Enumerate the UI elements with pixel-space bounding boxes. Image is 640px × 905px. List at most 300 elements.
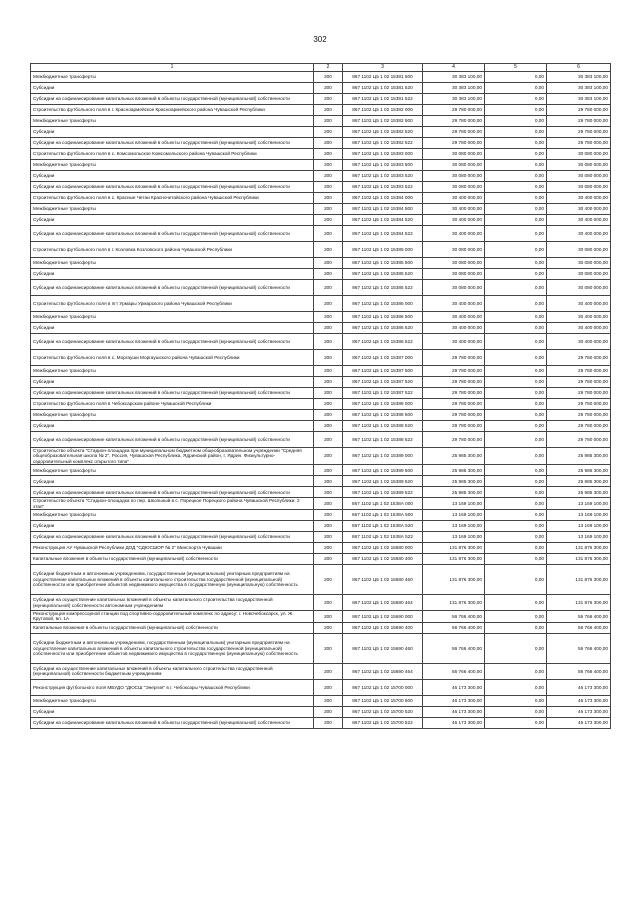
table-row	[31, 706, 611, 717]
row-change-cell: 0,00	[485, 695, 547, 706]
row-change-cell: 0,00	[485, 215, 547, 226]
row-total-cell: 29 780 000,00	[547, 377, 611, 388]
row-change-cell: 0,00	[485, 663, 547, 679]
row-amount-cell: 13 169 100,00	[423, 498, 485, 510]
row-name-cell: Межбюджетные трансферты	[31, 204, 314, 215]
row-total-cell: 25 985 300,00	[547, 465, 611, 476]
row-change-cell: 0,00	[485, 350, 547, 366]
row-code-cell: 867 1102 Ц5 1 02 15690 464	[343, 663, 423, 679]
row-amount-cell: 25 985 300,00	[423, 476, 485, 487]
row-group-cell: 200	[314, 476, 343, 487]
row-code-cell: 867 1102 Ц5 1 02 15386 500	[343, 312, 423, 323]
row-code-cell: 867 1102 Ц5 1 02 15388 000	[343, 399, 423, 410]
row-group-cell: 200	[314, 94, 343, 105]
row-change-cell: 0,00	[485, 204, 547, 215]
row-code-cell: 867 1102 Ц5 1 02 15383 522	[343, 182, 423, 193]
table-row	[31, 312, 611, 323]
row-group-cell: 200	[314, 465, 343, 476]
row-name-cell: Межбюджетные трансферты	[31, 160, 314, 171]
table-row	[31, 366, 611, 377]
row-amount-cell: 131 876 300,00	[423, 554, 485, 565]
row-change-cell: 0,00	[485, 334, 547, 350]
row-code-cell: 867 1102 Ц5 1 02 15700 000	[343, 679, 423, 695]
row-name-cell: Межбюджетные трансферты	[31, 72, 314, 83]
row-total-cell: 29 780 000,00	[547, 421, 611, 432]
row-total-cell: 30 383 100,00	[547, 83, 611, 94]
row-change-cell: 0,00	[485, 193, 547, 204]
row-group-cell: 200	[314, 421, 343, 432]
row-total-cell: 25 985 300,00	[547, 476, 611, 487]
row-code-cell: 867 1102 Ц5 1 02 1538А 000	[343, 498, 423, 510]
row-amount-cell: 13 169 100,00	[423, 532, 485, 543]
row-name-cell: Субсидии	[31, 323, 314, 334]
row-amount-cell: 30 400 000,00	[423, 296, 485, 312]
row-group-cell: 200	[314, 127, 343, 138]
row-code-cell: 867 1102 Ц5 1 02 15382 500	[343, 116, 423, 127]
row-change-cell: 0,00	[485, 595, 547, 611]
row-total-cell: 46 173 300,00	[547, 679, 611, 695]
row-total-cell: 13 169 100,00	[547, 510, 611, 521]
row-code-cell: 867 1102 Ц5 1 02 15690 400	[343, 622, 423, 633]
row-name-cell: Строительство футбольного поля в с. Моргауши Моргаушского района Чувашской Республики	[31, 350, 314, 366]
table-row	[31, 532, 611, 543]
row-group-cell: 200	[314, 160, 343, 171]
row-group-cell: 200	[314, 280, 343, 296]
row-name-cell: Субсидии на софинансирование капитальных вложений в объекты государственной (муниципальной) собственности	[31, 280, 314, 296]
row-amount-cell: 46 173 300,00	[423, 679, 485, 695]
row-total-cell: 30 080 000,00	[547, 280, 611, 296]
row-group-cell: 200	[314, 611, 343, 623]
row-name-cell: Субсидии на софинансирование капитальных вложений в объекты государственной (муниципальной) собственности	[31, 388, 314, 399]
row-code-cell: 867 1102 Ц5 1 02 15389 500	[343, 465, 423, 476]
row-code-cell: 867 1102 Ц5 1 02 1538А 500	[343, 510, 423, 521]
row-code-cell: 867 1102 Ц5 1 02 15381 522	[343, 94, 423, 105]
row-total-cell: 30 080 000,00	[547, 258, 611, 269]
row-name-cell: Субсидии	[31, 377, 314, 388]
row-name-cell: Капитальные вложения в объекты государственной (муниципальной) собственности	[31, 554, 314, 565]
row-total-cell: 13 169 100,00	[547, 498, 611, 510]
table-row	[31, 171, 611, 182]
row-code-cell: 867 1102 Ц5 1 02 15383 000	[343, 149, 423, 160]
row-amount-cell: 29 780 000,00	[423, 116, 485, 127]
row-amount-cell: 131 876 300,00	[423, 565, 485, 595]
row-code-cell: 867 1102 Ц5 1 02 15387 000	[343, 350, 423, 366]
table-row	[31, 193, 611, 204]
table-row	[31, 565, 611, 595]
row-change-cell: 0,00	[485, 633, 547, 663]
table-row	[31, 127, 611, 138]
row-amount-cell: 13 169 100,00	[423, 521, 485, 532]
row-name-cell: Субсидии на софинансирование капитальных вложений в объекты государственной (муниципальной) собственности	[31, 182, 314, 193]
row-amount-cell: 30 080 000,00	[423, 242, 485, 258]
row-total-cell: 30 080 000,00	[547, 242, 611, 258]
row-group-cell: 200	[314, 432, 343, 448]
row-code-cell: 867 1102 Ц5 1 02 15384 520	[343, 215, 423, 226]
table-row	[31, 226, 611, 242]
row-group-cell: 200	[314, 663, 343, 679]
table-row	[31, 350, 611, 366]
table-row	[31, 138, 611, 149]
row-amount-cell: 29 780 000,00	[423, 138, 485, 149]
header-cell: 6	[547, 64, 611, 72]
row-name-cell: Субсидии	[31, 83, 314, 94]
row-code-cell: 867 1102 Ц5 1 02 15385 500	[343, 258, 423, 269]
row-name-cell: Строительство футбольного поля в Чебоксарском районе Чувашской Республики	[31, 399, 314, 410]
table-row	[31, 94, 611, 105]
row-total-cell: 30 080 000,00	[547, 160, 611, 171]
row-name-cell: Субсидии	[31, 706, 314, 717]
row-group-cell: 200	[314, 595, 343, 611]
row-group-cell: 200	[314, 269, 343, 280]
table-row	[31, 663, 611, 679]
row-name-cell: Субсидии на осуществление капитальных вложений в объекты капитального строительства государственной (муниципальной) собственности автономным учреждениям	[31, 595, 314, 611]
table-row	[31, 695, 611, 706]
row-change-cell: 0,00	[485, 565, 547, 595]
row-name-cell: Субсидии на софинансирование капитальных вложений в объекты государственной (муниципальной) собственности	[31, 138, 314, 149]
table-row	[31, 388, 611, 399]
row-amount-cell: 46 173 300,00	[423, 695, 485, 706]
row-change-cell: 0,00	[485, 138, 547, 149]
row-group-cell: 200	[314, 323, 343, 334]
row-amount-cell: 29 780 000,00	[423, 366, 485, 377]
table-row	[31, 258, 611, 269]
row-amount-cell: 30 400 000,00	[423, 312, 485, 323]
row-amount-cell: 25 985 300,00	[423, 448, 485, 465]
row-name-cell: Субсидии	[31, 421, 314, 432]
row-code-cell: 867 1102 Ц5 1 02 15389 000	[343, 448, 423, 465]
row-name-cell: Строительство футбольного поля в пгт Урмары Урмарского района Чувашской Республики	[31, 296, 314, 312]
row-amount-cell: 30 400 000,00	[423, 193, 485, 204]
row-name-cell: Субсидии бюджетным и автономным учреждениям, государственным (муниципальным) унитарным предприятиям на осуществление капитальных вложений в объекты капитального строительства государственной (муниципальной) собственности или приобретение объектов недвижимого имущества в государственную (муниципальную) собственность	[31, 633, 314, 663]
row-total-cell: 29 780 000,00	[547, 432, 611, 448]
header-cell: 2	[314, 64, 343, 72]
row-change-cell: 0,00	[485, 543, 547, 554]
row-total-cell: 30 080 000,00	[547, 171, 611, 182]
row-total-cell: 29 780 000,00	[547, 410, 611, 421]
row-amount-cell: 25 985 300,00	[423, 487, 485, 498]
row-code-cell: 867 1102 Ц5 1 02 15383 500	[343, 160, 423, 171]
row-code-cell: 867 1102 Ц5 1 02 15680 400	[343, 554, 423, 565]
table-row	[31, 160, 611, 171]
table-row	[31, 487, 611, 498]
row-amount-cell: 56 766 400,00	[423, 633, 485, 663]
row-code-cell: 867 1102 Ц5 1 02 15385 522	[343, 280, 423, 296]
row-amount-cell: 30 080 000,00	[423, 160, 485, 171]
row-group-cell: 200	[314, 510, 343, 521]
row-code-cell: 867 1102 Ц5 1 02 15386 522	[343, 334, 423, 350]
row-code-cell: 867 1102 Ц5 1 02 15388 500	[343, 410, 423, 421]
row-change-cell: 0,00	[485, 160, 547, 171]
row-total-cell: 46 173 300,00	[547, 717, 611, 728]
row-name-cell: Субсидии	[31, 171, 314, 182]
table-row	[31, 105, 611, 116]
row-code-cell: 867 1102 Ц5 1 02 15389 520	[343, 476, 423, 487]
table-row	[31, 717, 611, 728]
row-name-cell: Капитальные вложения в объекты государственной (муниципальной) собственности	[31, 622, 314, 633]
row-amount-cell: 30 080 000,00	[423, 269, 485, 280]
table-row	[31, 323, 611, 334]
row-name-cell: Субсидии на осуществление капитальных вложений в объекты капитального строительства государственной (муниципальной) собственности бюджетным учреждениям	[31, 663, 314, 679]
row-name-cell: Субсидии бюджетным и автономным учреждениям, государственным (муниципальным) унитарным предприятиям на осуществление капитальных вложений в объекты капитального строительства государственной (муниципальной) собственности или приобретение объектов недвижимого имущества в государственную (муниципальную) собственность	[31, 565, 314, 595]
row-change-cell: 0,00	[485, 532, 547, 543]
row-amount-cell: 30 400 000,00	[423, 334, 485, 350]
row-group-cell: 200	[314, 258, 343, 269]
row-group-cell: 200	[314, 521, 343, 532]
row-group-cell: 200	[314, 487, 343, 498]
row-total-cell: 29 780 000,00	[547, 127, 611, 138]
row-total-cell: 30 080 000,00	[547, 269, 611, 280]
row-amount-cell: 56 766 400,00	[423, 663, 485, 679]
row-code-cell: 867 1102 Ц5 1 02 15381 500	[343, 72, 423, 83]
row-group-cell: 200	[314, 182, 343, 193]
row-total-cell: 25 985 300,00	[547, 487, 611, 498]
row-group-cell: 200	[314, 706, 343, 717]
row-amount-cell: 29 780 000,00	[423, 399, 485, 410]
row-total-cell: 30 400 000,00	[547, 323, 611, 334]
row-change-cell: 0,00	[485, 83, 547, 94]
row-change-cell: 0,00	[485, 296, 547, 312]
row-amount-cell: 30 400 000,00	[423, 204, 485, 215]
row-total-cell: 131 876 300,00	[547, 543, 611, 554]
table-row	[31, 633, 611, 663]
row-name-cell: Субсидии на софинансирование капитальных вложений в объекты государственной (муниципальной) собственности	[31, 94, 314, 105]
row-name-cell: Субсидии на софинансирование капитальных вложений в объекты государственной (муниципальной) собственности	[31, 226, 314, 242]
row-amount-cell: 29 780 000,00	[423, 410, 485, 421]
row-amount-cell: 131 876 300,00	[423, 543, 485, 554]
row-name-cell: Межбюджетные трансферты	[31, 312, 314, 323]
row-code-cell: 867 1102 Ц5 1 02 15386 520	[343, 323, 423, 334]
table-row	[31, 377, 611, 388]
row-group-cell: 200	[314, 312, 343, 323]
header-cell: 5	[485, 64, 547, 72]
row-name-cell: Субсидии на софинансирование капитальных вложений в объекты государственной (муниципальной) собственности	[31, 532, 314, 543]
row-change-cell: 0,00	[485, 410, 547, 421]
row-amount-cell: 56 766 400,00	[423, 622, 485, 633]
row-group-cell: 200	[314, 105, 343, 116]
row-code-cell: 867 1102 Ц5 1 02 15383 520	[343, 171, 423, 182]
table-row	[31, 510, 611, 521]
table-row	[31, 432, 611, 448]
row-change-cell: 0,00	[485, 171, 547, 182]
row-total-cell: 13 169 100,00	[547, 521, 611, 532]
row-amount-cell: 25 985 300,00	[423, 465, 485, 476]
row-group-cell: 200	[314, 204, 343, 215]
row-name-cell: Строительство футбольного поля в с. Комсомольское Комсомольского района Чувашской Республики	[31, 149, 314, 160]
row-change-cell: 0,00	[485, 149, 547, 160]
row-code-cell: 867 1102 Ц5 1 02 15384 500	[343, 204, 423, 215]
row-code-cell: 867 1102 Ц5 1 02 1538А 522	[343, 532, 423, 543]
row-group-cell: 200	[314, 565, 343, 595]
row-amount-cell: 131 876 300,00	[423, 595, 485, 611]
table-row	[31, 269, 611, 280]
row-group-cell: 200	[314, 543, 343, 554]
row-name-cell: Межбюджетные трансферты	[31, 510, 314, 521]
row-group-cell: 200	[314, 72, 343, 83]
row-code-cell: 867 1102 Ц5 1 02 15382 522	[343, 138, 423, 149]
page-number: 302	[313, 35, 327, 44]
row-name-cell: Субсидии	[31, 215, 314, 226]
row-code-cell: 867 1102 Ц5 1 02 15385 520	[343, 269, 423, 280]
row-code-cell: 867 1102 Ц5 1 02 15387 520	[343, 377, 423, 388]
table-row	[31, 242, 611, 258]
table-row	[31, 465, 611, 476]
row-code-cell: 867 1102 Ц5 1 02 15700 520	[343, 706, 423, 717]
row-total-cell: 30 080 000,00	[547, 182, 611, 193]
row-amount-cell: 29 780 000,00	[423, 388, 485, 399]
row-amount-cell: 30 383 100,00	[423, 94, 485, 105]
row-code-cell: 867 1102 Ц5 1 02 15680 460	[343, 565, 423, 595]
row-code-cell: 867 1102 Ц5 1 02 15690 460	[343, 633, 423, 663]
row-amount-cell: 46 173 300,00	[423, 706, 485, 717]
table-row	[31, 521, 611, 532]
table-row	[31, 399, 611, 410]
table-row	[31, 410, 611, 421]
row-total-cell: 30 400 000,00	[547, 204, 611, 215]
row-change-cell: 0,00	[485, 521, 547, 532]
row-change-cell: 0,00	[485, 476, 547, 487]
row-name-cell: Субсидии	[31, 269, 314, 280]
row-group-cell: 200	[314, 695, 343, 706]
row-group-cell: 200	[314, 717, 343, 728]
row-code-cell: 867 1102 Ц5 1 02 15700 522	[343, 717, 423, 728]
row-group-cell: 200	[314, 366, 343, 377]
row-name-cell: Субсидии	[31, 476, 314, 487]
row-change-cell: 0,00	[485, 448, 547, 465]
row-group-cell: 200	[314, 350, 343, 366]
row-change-cell: 0,00	[485, 366, 547, 377]
row-code-cell: 867 1102 Ц5 1 02 15388 522	[343, 432, 423, 448]
row-change-cell: 0,00	[485, 242, 547, 258]
row-code-cell: 867 1102 Ц5 1 02 15382 000	[343, 105, 423, 116]
row-group-cell: 200	[314, 679, 343, 695]
row-total-cell: 30 400 000,00	[547, 215, 611, 226]
table-row	[31, 334, 611, 350]
row-name-cell: Субсидии на софинансирование капитальных вложений в объекты государственной (муниципальной) собственности	[31, 717, 314, 728]
row-change-cell: 0,00	[485, 116, 547, 127]
table-row	[31, 83, 611, 94]
row-total-cell: 131 876 300,00	[547, 595, 611, 611]
row-change-cell: 0,00	[485, 498, 547, 510]
row-total-cell: 29 780 000,00	[547, 366, 611, 377]
row-amount-cell: 30 383 100,00	[423, 83, 485, 94]
row-name-cell: Субсидии на софинансирование капитальных вложений в объекты государственной (муниципальной) собственности	[31, 432, 314, 448]
table-row	[31, 215, 611, 226]
row-code-cell: 867 1102 Ц5 1 02 15384 522	[343, 226, 423, 242]
row-group-cell: 200	[314, 83, 343, 94]
row-group-cell: 200	[314, 377, 343, 388]
row-total-cell: 56 766 400,00	[547, 611, 611, 623]
row-code-cell: 867 1102 Ц5 1 02 1538А 520	[343, 521, 423, 532]
row-group-cell: 200	[314, 622, 343, 633]
row-total-cell: 30 383 100,00	[547, 72, 611, 83]
table-row	[31, 498, 611, 510]
row-group-cell: 200	[314, 334, 343, 350]
budget-table	[30, 63, 611, 729]
row-code-cell: 867 1102 Ц5 1 02 15381 520	[343, 83, 423, 94]
row-name-cell: Межбюджетные трансферты	[31, 410, 314, 421]
row-change-cell: 0,00	[485, 72, 547, 83]
header-cell: 1	[31, 64, 314, 72]
row-change-cell: 0,00	[485, 679, 547, 695]
table-row	[31, 554, 611, 565]
row-total-cell: 29 780 000,00	[547, 105, 611, 116]
row-amount-cell: 13 169 100,00	[423, 510, 485, 521]
row-code-cell: 867 1102 Ц5 1 02 15680 464	[343, 595, 423, 611]
row-amount-cell: 30 080 000,00	[423, 280, 485, 296]
row-total-cell: 46 173 300,00	[547, 695, 611, 706]
row-total-cell: 30 080 000,00	[547, 149, 611, 160]
table-row	[31, 476, 611, 487]
row-change-cell: 0,00	[485, 323, 547, 334]
row-total-cell: 56 766 400,00	[547, 663, 611, 679]
row-group-cell: 200	[314, 498, 343, 510]
row-name-cell: Межбюджетные трансферты	[31, 695, 314, 706]
row-total-cell: 30 400 000,00	[547, 312, 611, 323]
row-amount-cell: 29 780 000,00	[423, 421, 485, 432]
row-name-cell: Межбюджетные трансферты	[31, 366, 314, 377]
row-name-cell: Строительство объекта "Стадион-площадка по пер. Школьный в с. Порецкое Порецкого района Чувашской Республики. 2 этап"	[31, 498, 314, 510]
row-amount-cell: 29 780 000,00	[423, 377, 485, 388]
row-code-cell: 867 1102 Ц5 1 02 15386 000	[343, 296, 423, 312]
table-row	[31, 72, 611, 83]
row-code-cell: 867 1102 Ц5 1 02 15384 000	[343, 193, 423, 204]
row-total-cell: 56 766 400,00	[547, 633, 611, 663]
header-cell: 4	[423, 64, 485, 72]
row-amount-cell: 29 780 000,00	[423, 350, 485, 366]
row-name-cell: Межбюджетные трансферты	[31, 258, 314, 269]
row-amount-cell: 30 383 100,00	[423, 72, 485, 83]
header-cell: 3	[343, 64, 423, 72]
row-group-cell: 200	[314, 296, 343, 312]
table-row	[31, 595, 611, 611]
row-group-cell: 200	[314, 226, 343, 242]
row-group-cell: 200	[314, 171, 343, 182]
table-row	[31, 280, 611, 296]
row-group-cell: 200	[314, 138, 343, 149]
row-change-cell: 0,00	[485, 487, 547, 498]
row-change-cell: 0,00	[485, 554, 547, 565]
row-group-cell: 200	[314, 633, 343, 663]
row-amount-cell: 30 400 000,00	[423, 226, 485, 242]
row-total-cell: 30 400 000,00	[547, 193, 611, 204]
row-change-cell: 0,00	[485, 622, 547, 633]
row-total-cell: 131 876 300,00	[547, 554, 611, 565]
row-total-cell: 29 780 000,00	[547, 116, 611, 127]
row-name-cell: Строительство футбольного поля в с. Красные Четаи Красночетайского района Чувашской Республики	[31, 193, 314, 204]
table-row	[31, 448, 611, 465]
row-code-cell: 867 1102 Ц5 1 02 15680 000	[343, 543, 423, 554]
row-change-cell: 0,00	[485, 611, 547, 623]
row-code-cell: 867 1102 Ц5 1 02 15385 000	[343, 242, 423, 258]
row-name-cell: Строительство футбольного поля в г. Козловка Козловского района Чувашской Республики	[31, 242, 314, 258]
row-change-cell: 0,00	[485, 226, 547, 242]
table-row	[31, 622, 611, 633]
row-total-cell: 30 400 000,00	[547, 226, 611, 242]
row-change-cell: 0,00	[485, 399, 547, 410]
row-code-cell: 867 1102 Ц5 1 02 15387 522	[343, 388, 423, 399]
row-amount-cell: 30 400 000,00	[423, 215, 485, 226]
row-total-cell: 56 766 400,00	[547, 622, 611, 633]
row-name-cell: Строительство объекта "Стадион-площадка при муниципальном бюджетном общеобразовательном учреждении "Средняя общеобразовательная школа № 2", Россия, Чувашская Республика, Ядринский район, г. Ядрин. Физкультурно-оздоровительный комплекс открытого типа"	[31, 448, 314, 465]
row-group-cell: 200	[314, 116, 343, 127]
row-code-cell: 867 1102 Ц5 1 02 15690 000	[343, 611, 423, 623]
table-row	[31, 182, 611, 193]
table-row	[31, 204, 611, 215]
table-header-row	[31, 64, 611, 72]
row-group-cell: 200	[314, 149, 343, 160]
row-total-cell: 25 985 300,00	[547, 448, 611, 465]
row-change-cell: 0,00	[485, 717, 547, 728]
